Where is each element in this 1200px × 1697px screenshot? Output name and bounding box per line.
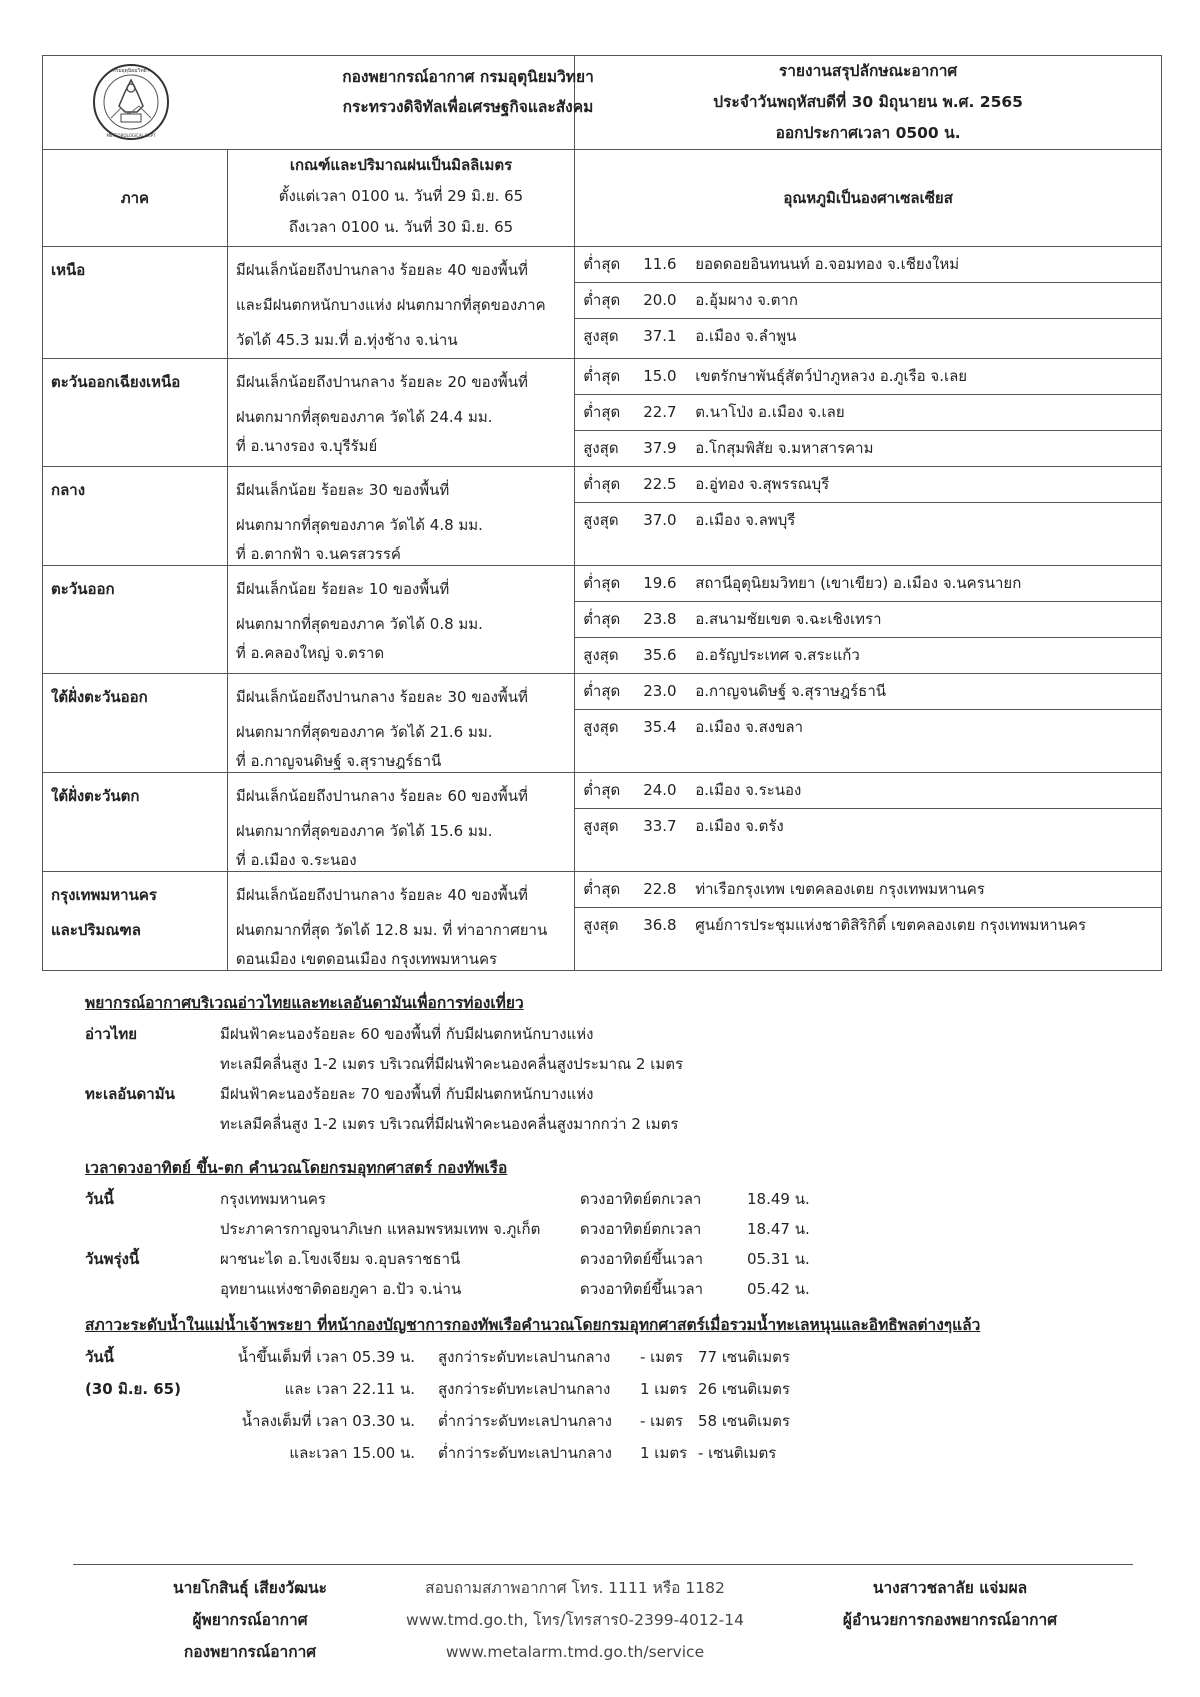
tide-m: - เมตร (640, 1412, 683, 1430)
region-name-line: ใต้ฝั่งตะวันออก (51, 688, 148, 706)
temperature-row (575, 674, 1161, 710)
temperature-row (575, 503, 1161, 538)
rain-description (227, 872, 574, 971)
temperature-row (575, 566, 1161, 602)
sun-title: เวลาดวงอาทิตย์ ขึ้น-ตก คำนวณโดยกรมอุทกศาสตร์ กองทัพเรือ (85, 1159, 508, 1177)
tide-time: และ เวลา 22.11 น. (284, 1380, 415, 1398)
rain-line: มีฝนเล็กน้อยถึงปานกลาง ร้อยละ 40 ของพื้นที่ (235, 261, 528, 279)
temperature-kind: ต่ำสุด (583, 682, 621, 700)
temperature-place: อ.กาญจนดิษฐ์ จ.สุราษฎร์ธานี (695, 682, 887, 700)
footer-forecaster (110, 1572, 390, 1668)
forecaster-title: ผู้พยากรณ์อากาศ (192, 1611, 308, 1629)
region-name-line: ตะวันออก (51, 580, 115, 598)
report-line-3: ออกประกาศเวลา 0500 น. (775, 124, 961, 142)
temperature-place: อ.เมือง จ.สงขลา (695, 718, 803, 736)
region-name-line: และปริมณฑล (51, 921, 141, 939)
sun-time: 18.49 น. (747, 1190, 810, 1208)
temperature-row (575, 395, 1161, 431)
rain-line: มีฝนเล็กน้อยถึงปานกลาง ร้อยละ 20 ของพื้นที่ (235, 373, 528, 391)
rain-line: ฝนตกมากที่สุดของภาค วัดได้ 24.4 มม. (235, 408, 493, 426)
marine-forecast-line: ทะเลมีคลื่นสูง 1-2 เมตร บริเวณที่มีฝนฟ้าคะนองคลื่นสูงประมาณ 2 เมตร (220, 1055, 684, 1073)
sun-time: 05.31 น. (747, 1250, 810, 1268)
region-name-line: ตะวันออกเฉียงเหนือ (51, 373, 181, 391)
rain-line: ดอนเมือง เขตดอนเมือง กรุงเทพมหานคร (235, 950, 498, 968)
tide-time: น้ำขึ้นเต็มที่ เวลา 05.39 น. (237, 1348, 415, 1366)
temperature-value: 37.1 (643, 327, 677, 345)
temperature-kind: ต่ำสุด (583, 475, 621, 493)
rain-line: มีฝนเล็กน้อยถึงปานกลาง ร้อยละ 30 ของพื้นที่ (235, 688, 528, 706)
sun-place: ประภาคารกาญจนาภิเษก แหลมพรหมเทพ จ.ภูเก็ต (220, 1220, 541, 1238)
header-left (43, 56, 594, 150)
region-name-line: กรุงเทพมหานคร (51, 886, 157, 904)
contact-website[interactable]: www.tmd.go.th, โทร/โทรสาร0-2399-4012-14 (406, 1611, 744, 1629)
rain-to: ถึงเวลา 0100 น. วันที่ 30 มิ.ย. 65 (288, 218, 514, 236)
temperature-value: 35.4 (643, 718, 677, 736)
column-header-temp: อุณหภูมิเป็นองศาเซลเซียส (575, 150, 1162, 247)
temperature-kind: สูงสุด (583, 646, 619, 664)
tide-relation: สูงกว่าระดับทะเลปานกลาง (438, 1380, 611, 1398)
sun-time: 18.47 น. (747, 1220, 810, 1238)
rain-line: วัดได้ 45.3 มม.ที่ อ.ทุ่งช้าง จ.น่าน (235, 331, 458, 349)
tide-cm: - เซนติเมตร (698, 1444, 777, 1462)
temperature-place: อ.เมือง จ.ระนอง (695, 781, 802, 799)
footer-contact (395, 1572, 755, 1668)
temperature-kind: สูงสุด (583, 718, 619, 736)
rain-line: ที่ อ.กาญจนดิษฐ์ จ.สุราษฎร์ธานี (235, 752, 442, 770)
region-name (43, 872, 228, 971)
region-row (43, 872, 1162, 971)
temperature-place: อ.เมือง จ.ลำพูน (695, 327, 797, 345)
temperature-value: 36.8 (643, 916, 677, 934)
temperature-kind: ต่ำสุด (583, 367, 621, 385)
tide-date-label: (30 มิ.ย. 65) (85, 1380, 181, 1398)
sun-event: ดวงอาทิตย์ตกเวลา (580, 1220, 702, 1238)
org-title (303, 62, 633, 122)
temperature-row (575, 908, 1161, 943)
tide-cm: 58 เซนติเมตร (698, 1412, 790, 1430)
temperature-row (575, 247, 1161, 283)
temperature-kind: สูงสุด (583, 439, 619, 457)
temperature-row (575, 710, 1161, 745)
temperature-place: อ.อู่ทอง จ.สุพรรณบุรี (695, 475, 830, 493)
rain-line: มีฝนเล็กน้อยถึงปานกลาง ร้อยละ 60 ของพื้นที่ (235, 787, 528, 805)
rain-title: เกณฑ์และปริมาณฝนเป็นมิลลิเมตร (289, 156, 513, 174)
marine-forecast-line: มีฝนฟ้าคะนองร้อยละ 70 ของพื้นที่ กับมีฝนตกหนักบางแห่ง (220, 1085, 594, 1103)
temperature-row (575, 431, 1161, 466)
rain-line: มีฝนเล็กน้อย ร้อยละ 10 ของพื้นที่ (235, 580, 450, 598)
rain-description (227, 674, 574, 773)
marine-forecast-line: ทะเลมีคลื่นสูง 1-2 เมตร บริเวณที่มีฝนฟ้าคะนองคลื่นสูงมากกว่า 2 เมตร (220, 1115, 679, 1133)
region-row (43, 773, 1162, 872)
temperature-value: 23.0 (643, 682, 677, 700)
temperature-value: 11.6 (643, 255, 677, 273)
temperature-place: ต.นาโป่ง อ.เมือง จ.เลย (695, 403, 845, 421)
rain-description (227, 773, 574, 872)
forecaster-name: นายโกสินธุ์ เสียงวัฒนะ (172, 1579, 328, 1597)
region-name-line: เหนือ (51, 261, 86, 279)
rain-line: มีฝนเล็กน้อยถึงปานกลาง ร้อยละ 40 ของพื้นที่ (235, 886, 528, 904)
rain-line: ที่ อ.คลองใหญ่ จ.ตราด (235, 644, 385, 662)
temperature-value: 22.7 (643, 403, 677, 421)
temperature-list (575, 773, 1162, 872)
sun-day: วันพรุ่งนี้ (85, 1250, 140, 1268)
marine-area-label: อ่าวไทย (85, 1025, 138, 1043)
region-name-line: ใต้ฝั่งตะวันตก (51, 787, 140, 805)
sun-time: 05.42 น. (747, 1280, 810, 1298)
region-name (43, 566, 228, 674)
region-name (43, 247, 228, 359)
footer-director (790, 1572, 1110, 1636)
temperature-row (575, 359, 1161, 395)
tide-relation: สูงกว่าระดับทะเลปานกลาง (438, 1348, 611, 1366)
temperature-row (575, 872, 1161, 908)
director-title: ผู้อำนวยการกองพยากรณ์อากาศ (842, 1611, 1058, 1629)
footer-divider (73, 1564, 1133, 1565)
temperature-place: เขตรักษาพันธุ์สัตว์ป่าภูหลวง อ.ภูเรือ จ.เลย (695, 367, 968, 385)
rain-description (227, 566, 574, 674)
temperature-value: 35.6 (643, 646, 677, 664)
report-title (575, 56, 1162, 150)
rain-description (227, 467, 574, 566)
region-name-line: กลาง (51, 481, 86, 499)
marine-forecast-line: มีฝนฟ้าคะนองร้อยละ 60 ของพื้นที่ กับมีฝนตกหนักบางแห่ง (220, 1025, 594, 1043)
temperature-place: อ.สนามชัยเขต จ.ฉะเชิงเทรา (695, 610, 882, 628)
tide-day-label: วันนี้ (85, 1348, 114, 1366)
rain-line: ที่ อ.เมือง จ.ระนอง (235, 851, 357, 869)
rain-from: ตั้งแต่เวลา 0100 น. วันที่ 29 มิ.ย. 65 (278, 187, 524, 205)
temperature-place: อ.อุ้มผาง จ.ตาก (695, 291, 798, 309)
temperature-list (575, 566, 1162, 674)
tide-cm: 26 เซนติเมตร (698, 1380, 790, 1398)
temperature-kind: ต่ำสุด (583, 291, 621, 309)
contact-service-link[interactable]: www.metalarm.tmd.go.th/service (445, 1643, 705, 1661)
temperature-row (575, 283, 1161, 319)
tide-time: และเวลา 15.00 น. (289, 1444, 415, 1462)
forecaster-division: กองพยากรณ์อากาศ (183, 1643, 317, 1661)
temperature-place: อ.โกสุมพิสัย จ.มหาสารคาม (695, 439, 874, 457)
rain-line: มีฝนเล็กน้อย ร้อยละ 30 ของพื้นที่ (235, 481, 450, 499)
tide-time: น้ำลงเต็มที่ เวลา 03.30 น. (241, 1412, 415, 1430)
temperature-kind: ต่ำสุด (583, 403, 621, 421)
sun-event: ดวงอาทิตย์ขึ้นเวลา (580, 1250, 704, 1268)
temperature-place: ท่าเรือกรุงเทพ เขตคลองเตย กรุงเทพมหานคร (695, 880, 985, 898)
temperature-place: สถานีอุตุนิยมวิทยา (เขาเขียว) อ.เมือง จ.นครนายก (695, 574, 1022, 592)
temperature-value: 24.0 (643, 781, 677, 799)
report-line-2: ประจำวันพฤหัสบดีที่ 30 มิถุนายน พ.ศ. 2565 (713, 93, 1023, 111)
rain-line: และมีฝนตกหนักบางแห่ง ฝนตกมากที่สุดของภาค (235, 296, 546, 314)
temperature-value: 23.8 (643, 610, 677, 628)
temperature-list (575, 467, 1162, 566)
temperature-value: 22.5 (643, 475, 677, 493)
region-row (43, 566, 1162, 674)
org-line-1: กองพยากรณ์อากาศ กรมอุตุนิยมวิทยา (342, 68, 594, 86)
temperature-row (575, 467, 1161, 503)
rain-line: ที่ อ.ตากฟ้า จ.นครสวรรค์ (235, 545, 401, 563)
temperature-row (575, 319, 1161, 354)
region-name (43, 359, 228, 467)
temperature-kind: สูงสุด (583, 327, 619, 345)
temperature-kind: ต่ำสุด (583, 610, 621, 628)
sun-event: ดวงอาทิตย์ตกเวลา (580, 1190, 702, 1208)
tide-m: 1 เมตร (640, 1444, 688, 1462)
marine-title: พยากรณ์อากาศบริเวณอ่าวไทยและทะเลอันดามันเพื่อการท่องเที่ยว (85, 994, 524, 1012)
temperature-value: 22.8 (643, 880, 677, 898)
temperature-value: 33.7 (643, 817, 677, 835)
temperature-value: 37.9 (643, 439, 677, 457)
region-row (43, 467, 1162, 566)
temperature-value: 15.0 (643, 367, 677, 385)
temperature-kind: ต่ำสุด (583, 880, 621, 898)
svg-text:กรมอุตุนิยมวิทยา: กรมอุตุนิยมวิทยา (112, 68, 150, 74)
temperature-value: 20.0 (643, 291, 677, 309)
sun-place: กรุงเทพมหานคร (220, 1190, 326, 1208)
director-name: นางสาวชลาลัย แจ่มผล (872, 1579, 1028, 1597)
temperature-kind: ต่ำสุด (583, 574, 621, 592)
temperature-place: ศูนย์การประชุมแห่งชาติสิริกิติ์ เขตคลองเตย กรุงเทพมหานคร (695, 916, 1087, 934)
temperature-kind: สูงสุด (583, 916, 619, 934)
temperature-place: อ.เมือง จ.ตรัง (695, 817, 784, 835)
rain-line: ฝนตกมากที่สุดของภาค วัดได้ 15.6 มม. (235, 822, 493, 840)
region-row (43, 674, 1162, 773)
tide-relation: ต่ำกว่าระดับทะเลปานกลาง (438, 1444, 612, 1462)
tide-title: สภาวะระดับน้ำในแม่น้ำเจ้าพระยา ที่หน้ากองบัญชาการกองทัพเรือคำนวณโดยกรมอุทกศาสตร์เมื่อรวมน้ำทะเลหนุนและอิทธิพลต่างๆแล้ว (85, 1316, 981, 1334)
temperature-kind: สูงสุด (583, 817, 619, 835)
sun-place: อุทยานแห่งชาติดอยภูคา อ.ปัว จ.น่าน (220, 1280, 462, 1298)
region-row (43, 247, 1162, 359)
weather-summary-table (42, 55, 1162, 971)
sun-event: ดวงอาทิตย์ขึ้นเวลา (580, 1280, 704, 1298)
rain-line: ฝนตกมากที่สุดของภาค วัดได้ 0.8 มม. (235, 615, 483, 633)
sun-place: ผาชนะได อ.โขงเจียม จ.อุบลราชธานี (220, 1250, 461, 1268)
temperature-kind: ต่ำสุด (583, 781, 621, 799)
temperature-place: อ.เมือง จ.ลพบุรี (695, 511, 796, 529)
temperature-list (575, 359, 1162, 467)
svg-text:METEOROLOGICAL DEPT: METEOROLOGICAL DEPT (106, 133, 156, 138)
sun-day: วันนี้ (85, 1190, 114, 1208)
rain-line: ฝนตกมากที่สุด วัดได้ 12.8 มม. ที่ ท่าอากาศยาน (235, 921, 548, 939)
region-name (43, 773, 228, 872)
temperature-place: อ.อรัญประเทศ จ.สระแก้ว (695, 646, 860, 664)
temperature-list (575, 247, 1162, 359)
temperature-list (575, 674, 1162, 773)
temperature-row (575, 638, 1161, 673)
region-row (43, 359, 1162, 467)
temperature-place: ยอดดอยอินทนนท์ อ.จอมทอง จ.เชียงใหม่ (695, 255, 960, 273)
region-name (43, 467, 228, 566)
temperature-kind: ต่ำสุด (583, 255, 621, 273)
rain-description (227, 247, 574, 359)
marine-area-label: ทะเลอันดามัน (85, 1085, 175, 1103)
temperature-list (575, 872, 1162, 971)
org-line-2: กระทรวงดิจิทัลเพื่อเศรษฐกิจและสังคม (342, 98, 594, 116)
rain-line: ที่ อ.นางรอง จ.บุรีรัมย์ (235, 437, 378, 455)
tide-m: 1 เมตร (640, 1380, 688, 1398)
temperature-row (575, 602, 1161, 638)
report-line-1: รายงานสรุปลักษณะอากาศ (778, 62, 958, 80)
contact-phone: สอบถามสภาพอากาศ โทร. 1111 หรือ 1182 (425, 1579, 725, 1597)
tmd-logo-icon (91, 62, 171, 142)
column-header-region: ภาค (43, 150, 228, 247)
rain-line: ฝนตกมากที่สุดของภาค วัดได้ 4.8 มม. (235, 516, 483, 534)
temperature-value: 19.6 (643, 574, 677, 592)
tide-cm: 77 เซนติเมตร (698, 1348, 790, 1366)
temperature-value: 37.0 (643, 511, 677, 529)
rain-description (227, 359, 574, 467)
temperature-kind: สูงสุด (583, 511, 619, 529)
tide-relation: ต่ำกว่าระดับทะเลปานกลาง (438, 1412, 612, 1430)
temperature-row (575, 809, 1161, 844)
tide-m: - เมตร (640, 1348, 683, 1366)
region-name (43, 674, 228, 773)
temperature-row (575, 773, 1161, 809)
column-header-rain (227, 150, 574, 247)
rain-line: ฝนตกมากที่สุดของภาค วัดได้ 21.6 มม. (235, 723, 493, 741)
